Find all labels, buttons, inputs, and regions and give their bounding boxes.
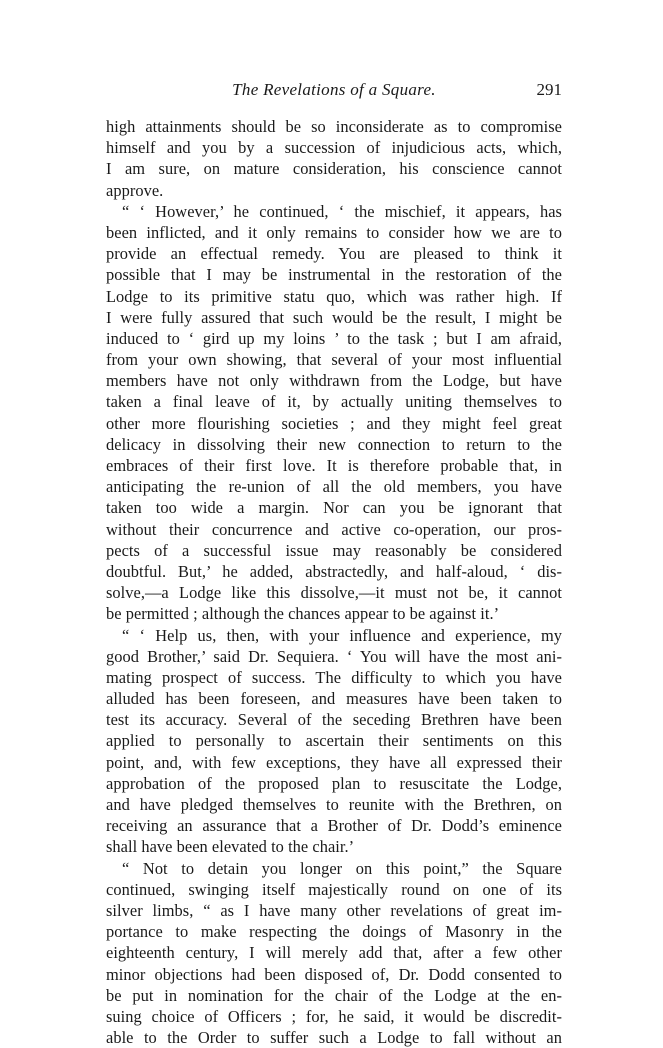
text-line: I am sure, on mature consideration, his conscience cannot — [106, 159, 562, 179]
text-line: embraces of their first love. It is therefore probable that, in — [106, 456, 562, 475]
text-line: taken too wide a margin. Nor can you be ignorant that — [106, 498, 562, 518]
text-line: portance to make respecting the doings of Masonry in the — [106, 922, 562, 942]
text-line: induced to ‘ gird up my loins ’ to the task ; but I am afraid, — [106, 328, 562, 348]
text-line: been inflicted, and it only remains to consider how we are to — [106, 222, 562, 242]
running-head — [106, 80, 562, 104]
page-number: 291 — [536, 80, 562, 99]
text-line: approve. — [106, 180, 164, 200]
text-line: alluded has been foreseen, and measures have been taken to — [106, 689, 562, 709]
text-line: eighteenth century, I will merely add that, after a few other — [106, 943, 562, 963]
text-line: anticipating the re-union of all the old members, you have — [106, 477, 562, 497]
text-line: applied to personally to ascertain their sentiments on this — [106, 731, 562, 751]
text-line: taken a final leave of it, by actually uniting themselves to — [106, 392, 562, 412]
text-line: “ Not to detain you longer on this point,” the Square — [122, 858, 562, 878]
text-line: point, and, with few exceptions, they have all expressed their — [106, 752, 562, 772]
text-line: Lodge to its primitive statu quo, which was rather high. If — [106, 286, 562, 306]
text-line: other more flourishing societies ; and they might feel great — [106, 413, 562, 433]
text-line: solve,—a Lodge like this dissolve,—it must not be, it cannot — [106, 583, 562, 603]
running-title: The Revelations of a Square. — [232, 80, 436, 99]
text-line: delicacy in dissolving their new connection to return to the — [106, 434, 562, 454]
text-line: shall have been elevated to the chair.’ — [106, 837, 355, 857]
text-line: approbation of the proposed plan to resuscitate the Lodge, — [106, 773, 562, 793]
text-line: I were fully assured that such would be the result, I might be — [106, 307, 562, 327]
text-line: pects of a successful issue may reasonably be considered — [106, 540, 562, 560]
text-line: from your own showing, that several of your most influential — [106, 350, 562, 370]
text-line: good Brother,’ said Dr. Sequiera. ‘ You will have the most ani- — [106, 646, 562, 666]
text-line: “ ‘ Help us, then, with your influence and experience, my — [122, 625, 562, 645]
text-line: himself and you by a succession of injudicious acts, which, — [106, 138, 562, 158]
text-line: mating prospect of success. The difficulty to which you have — [106, 667, 562, 687]
text-line: receiving an assurance that a Brother of Dr. Dodd’s eminence — [106, 816, 562, 836]
text-line: without their concurrence and active co-operation, our pros- — [106, 519, 562, 539]
text-line: possible that I may be instrumental in the restoration of the — [106, 265, 562, 285]
text-line: continued, swinging itself majestically round on one of its — [106, 879, 562, 899]
text-line: silver limbs, “ as I have many other revelations of great im- — [106, 900, 562, 920]
text-line: suing choice of Officers ; for, he said, it would be discredit- — [106, 1006, 562, 1026]
text-line: high attainments should be so inconsiderate as to compromise — [106, 117, 562, 136]
text-line: and have pledged themselves to reunite with the Brethren, on — [106, 795, 562, 814]
text-line: able to the Order to suffer such a Lodge to fall without an — [106, 1028, 562, 1048]
text-line: provide an effectual remedy. You are pleased to think it — [106, 244, 562, 264]
text-line: be put in nomination for the chair of the Lodge at the en- — [106, 985, 562, 1005]
body-text — [106, 116, 562, 1048]
text-line: be permitted ; although the chances appear to be against it.’ — [106, 604, 500, 624]
text-line: test its accuracy. Several of the seceding Brethren have been — [106, 710, 562, 730]
text-line: “ ‘ However,’ he continued, ‘ the mischief, it appears, has — [122, 201, 562, 221]
text-line: members have not only withdrawn from the Lodge, but have — [106, 371, 562, 391]
text-line: minor objections had been disposed of, Dr. Dodd consented to — [106, 964, 562, 984]
text-line: doubtful. But,’ he added, abstractedly, and half-aloud, ‘ dis- — [106, 561, 562, 581]
